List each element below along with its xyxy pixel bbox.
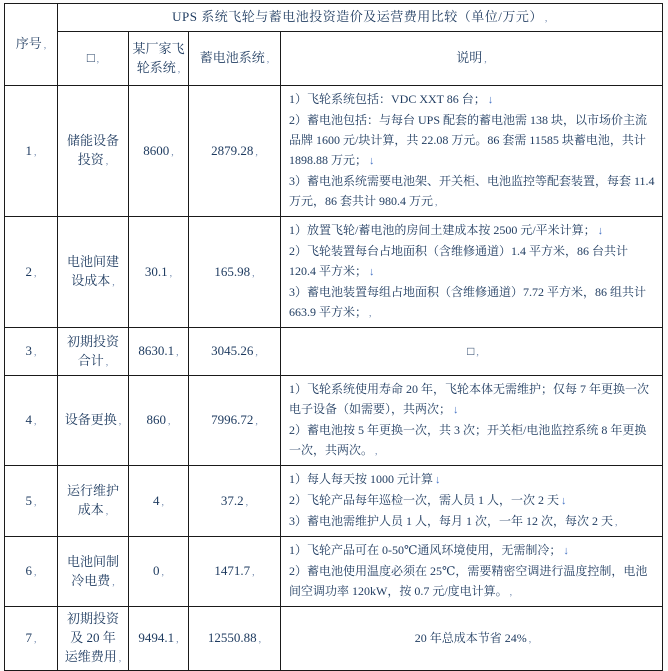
cell-end-mark: , [255,347,258,358]
table-body [5,4,663,671]
cell-end-mark: , [258,634,262,645]
note-line: 1）飞轮系统使用寿命 20 年，飞轮本体无需维护；仅每 7 年更换一次电子设备（如需要），共两次； ↓ [289,382,650,416]
cell-end-mark: , [509,587,513,598]
cell-end-mark: , [435,197,438,208]
header-index-label: 序号 [15,36,42,51]
cell-end-mark: , [34,496,37,508]
cell-end-mark: , [245,496,249,508]
row-category [58,328,129,376]
cell-end-mark: , [476,346,479,358]
row-index [5,607,58,671]
document-page [4,3,663,671]
cell-end-mark: , [176,634,179,645]
cell-end-mark: , [484,54,487,65]
note-line: 2）蓄电池按 5 年更换一次，共 3 次；开关柜/电池监控系统 8 年更换一次，共两次。 , [289,423,647,457]
row-category-text: 电池间建设成本 [66,254,119,288]
flywheel-value-text: 30.1 [144,263,168,279]
cell-end-mark: , [34,634,37,645]
row-notes [281,376,663,466]
column-header-row [5,32,663,86]
row-notes [281,537,663,607]
battery-value-text: 2879.28 [211,142,254,158]
row-category-text: 初期投资合计 [66,333,119,368]
flywheel-value-text: 860 [146,412,166,427]
row-index [5,86,58,217]
table-row [5,537,663,607]
row-notes [281,328,663,376]
cell-end-mark: , [34,146,37,158]
battery-value [189,466,281,537]
header-flywheel-system [129,32,189,86]
note-line: 2）飞轮产品每年巡检一次，需人员 1 人，一次 2 天 ↓ [289,493,567,507]
line-break-mark: ↓ [369,155,375,167]
cell-end-mark: , [544,13,548,24]
cell-end-mark: , [615,517,618,528]
row-category-text: 电池间制冷电费 [66,553,119,588]
cell-end-mark: , [528,633,532,645]
row-index-text: 5 [25,492,32,508]
battery-value-text: 165.98 [214,263,251,279]
row-index [5,217,58,328]
note-line: 2）蓄电池包括：与每台 UPS 配套的蓄电池需 138 块，以市场价主流品牌 1600 元/块计算，共 22.08 万元。86 套需 11585 块蓄电池，共计 1898.88 万元； ↓ [289,113,648,167]
cell-end-mark: , [34,267,37,279]
cell-end-mark: , [112,277,115,288]
line-break-mark: ↓ [563,545,569,557]
cell-end-mark: , [255,416,258,427]
battery-value [189,537,281,607]
row-category-text: 设备更换 [64,412,117,427]
flywheel-value [129,86,189,217]
battery-value [189,86,281,217]
table-row [5,217,663,328]
flywheel-value [129,607,189,671]
row-index [5,466,58,537]
cell-end-mark: , [266,54,270,65]
row-index-text: 1 [25,142,32,158]
row-category [58,607,129,671]
line-break-mark: ↓ [561,495,567,507]
battery-value [189,217,281,328]
cell-end-mark: , [369,308,372,319]
row-category-text: 储能设备投资 [66,133,119,167]
row-category [58,537,129,607]
note-line: □ , [467,343,479,358]
battery-value-text: 1471.7 [214,563,251,578]
note-line: 1）飞轮系统包括：VDC XXT 86 台； ↓ [289,92,494,106]
cell-end-mark: , [112,576,115,588]
table-row [5,328,663,376]
line-break-mark: ↓ [435,474,441,486]
flywheel-value-text: 8630.1 [138,343,175,358]
header-battery-label: 蓄电池系统 [199,50,265,65]
flywheel-value-text: 9494.1 [138,630,175,645]
battery-value [189,376,281,466]
cell-end-mark: , [161,567,164,578]
cell-end-mark: , [177,63,181,75]
cell-end-mark: , [34,416,37,427]
row-category [58,466,129,537]
table-row [5,376,663,466]
note-line: 2）飞轮装置每台占地面积（含维修通道）1.4 平方米，86 台共计 120.4 平方米； ↓ [289,244,629,278]
row-index [5,537,58,607]
cell-end-mark: , [252,567,255,578]
header-category-placeholder [58,32,129,86]
cell-end-mark: , [169,267,173,279]
row-index-text: 3 [25,343,32,358]
cell-end-mark: , [96,54,100,65]
cell-end-mark: , [43,40,47,51]
table-row [5,466,663,537]
note-line: 1）每人每天按 1000 元计算 ↓ [289,472,441,486]
table-row [5,86,663,217]
row-index [5,376,58,466]
header-category-label: □ [86,50,95,65]
flywheel-value [129,217,189,328]
cell-end-mark: , [105,156,109,167]
row-index-text: 2 [25,263,32,279]
cell-end-mark: , [171,146,174,158]
battery-value-text: 7996.72 [211,412,254,427]
cell-end-mark: , [105,356,109,368]
row-index-text: 4 [25,412,32,427]
cell-end-mark: , [105,506,109,517]
cost-comparison-table [4,3,663,671]
cell-end-mark: , [118,653,122,664]
row-category [58,376,129,466]
row-category [58,217,129,328]
note-line: 3）蓄电池需维护人员 1 人，每月 1 次，一年 12 次，每次 2 天 , [289,514,618,528]
row-index [5,328,58,376]
battery-value-text: 12550.88 [207,630,257,645]
row-category-text: 运行维护成本 [66,483,119,517]
cell-end-mark: , [168,416,171,427]
note-line: 20 年总成本节省 24% , [414,630,532,645]
flywheel-value [129,537,189,607]
flywheel-value-text: 4 [153,492,160,508]
row-notes [281,466,663,537]
cell-end-mark: , [34,567,37,578]
cell-end-mark: , [252,267,255,279]
line-break-mark: ↓ [369,266,375,278]
cell-end-mark: , [375,446,378,457]
title-row [5,4,663,32]
cell-end-mark: , [255,146,258,158]
row-notes [281,217,663,328]
cell-end-mark: , [161,496,164,508]
flywheel-value-text: 0 [153,563,160,578]
flywheel-value-text: 8600 [143,142,170,158]
header-flywheel-label: 某厂家飞轮系统 [132,40,185,75]
line-break-mark: ↓ [487,94,494,106]
note-line: 1）放置飞轮/蓄电池的房间土建成本按 2500 元/平米计算； ↓ [289,223,604,237]
line-break-mark: ↓ [597,225,604,237]
header-notes-label: 说明 [456,50,483,65]
note-line: 2）蓄电池使用温度必须在 25℃，需要精密空调进行温度控制，电池间空调功率 120kW，按 0.7 元/度电计算。 , [289,564,648,598]
row-category-text: 初期投资及 20 年运维费用 [64,611,119,664]
note-line: 3）蓄电池装置每组占地面积（含维修通道）7.72 平方米，86 组共计 663.9 平方米； , [289,285,647,319]
line-break-mark: ↓ [453,404,459,416]
row-index-text: 6 [25,563,32,578]
header-index [5,4,58,86]
note-line: 3）蓄电池系统需要电池架、开关柜、电池监控等配套装置，每套 11.4 万元，86 套共计 980.4 万元 , [289,174,655,208]
table-title [58,4,663,32]
battery-value [189,328,281,376]
row-notes [281,607,663,671]
cell-end-mark: , [34,347,37,358]
row-index-text: 7 [25,630,32,645]
battery-value-text: 37.2 [220,492,244,508]
battery-value [189,607,281,671]
cell-end-mark: , [176,347,179,358]
flywheel-value [129,376,189,466]
note-line: 1）飞轮产品可在 0-50℃通风环境使用，无需制冷； ↓ [289,543,569,557]
row-notes [281,86,663,217]
flywheel-value [129,466,189,537]
table-title-label: UPS 系统飞轮与蓄电池投资造价及运营费用比较（单位/万元） [172,9,543,24]
flywheel-value [129,328,189,376]
header-notes [281,32,663,86]
battery-value-text: 3045.26 [211,343,254,358]
header-battery-system [189,32,281,86]
row-category [58,86,129,217]
cell-end-mark: , [118,416,122,427]
table-row [5,607,663,671]
